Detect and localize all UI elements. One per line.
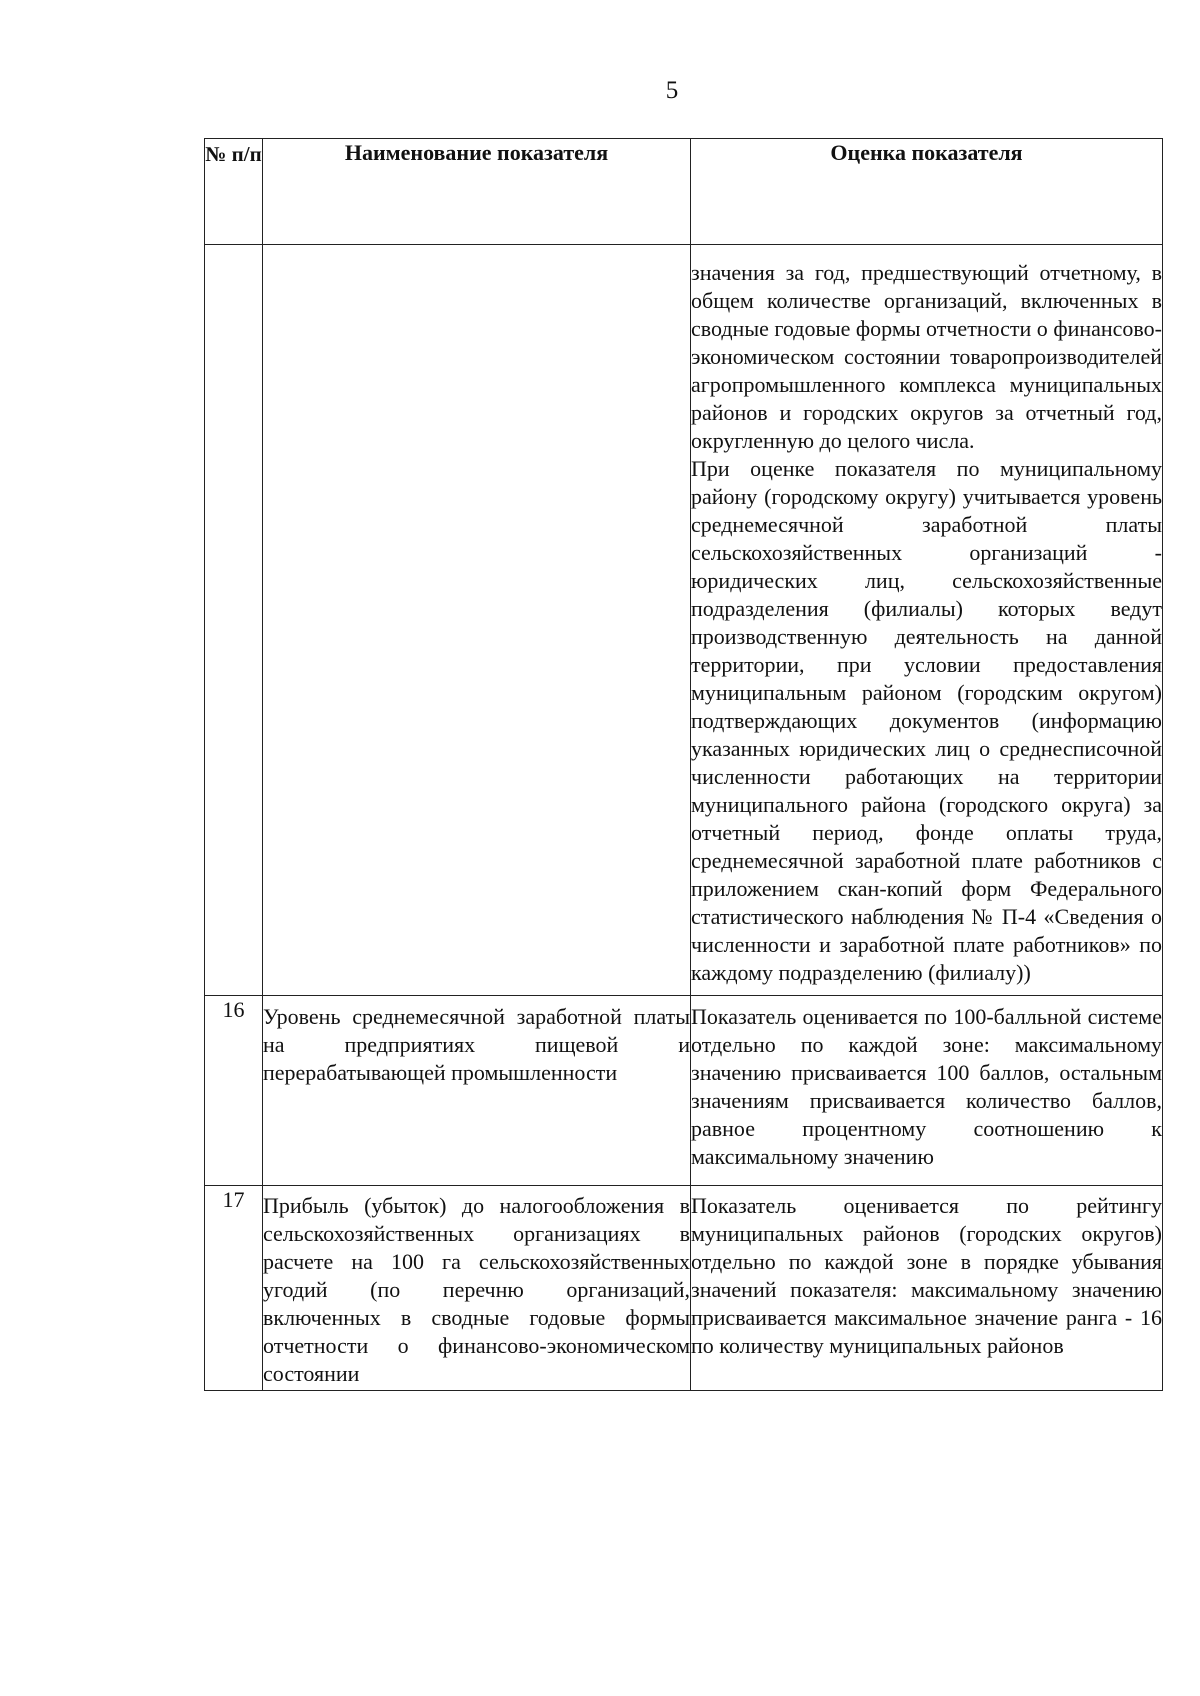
table-row <box>205 996 1163 1186</box>
header-number: № п/п <box>205 139 263 245</box>
page-number: 5 <box>665 77 679 104</box>
evaluation-paragraph: Показатель оценивается по рейтингу муниципальных районов (городских округов) отдельно по каждой зоне в порядке убывания значений показателя: максимальному значению присваивается максимальное значение ранга - 16 по количеству муниципальных районов <box>691 1193 1162 1358</box>
table-row <box>205 1186 1163 1391</box>
row-number: 17 <box>205 1186 263 1391</box>
evaluation-paragraph: Показатель оценивается по 100-балльной системе отдельно по каждой зоне: максимальному значению присваивается 100 баллов, остальным значениям присваивается количество баллов, равное процентному соотношению к максимальному значению <box>691 1004 1162 1169</box>
row-number <box>205 245 263 996</box>
indicator-name <box>263 245 691 996</box>
header-indicator-name: Наименование показателя <box>263 139 691 245</box>
row-number: 16 <box>205 996 263 1186</box>
indicator-name: Уровень среднемесячной заработной платы на предприятиях пищевой и перерабатывающей промышленности <box>263 996 691 1186</box>
evaluation-paragraph: При оценке показателя по муниципальному району (городскому округу) учитывается уровень среднемесячной заработной платы сельскохозяйственных организаций - юридических лиц, сельскохозяйственные подразделения (филиалы) которых ведут производственную деятельность на данной территории, при условии предоставления муниципальным районом (городским округом) подтверждающих документов (информацию указанных юридических лиц о среднесписочной численности работающих на территории муниципального района (городского округа) за отчетный период, фонде оплаты труда, среднемесячной заработной плате работников с приложением скан-копий форм Федерального статистического наблюдения № П-4 «Сведения о численности и заработной плате работников» по каждому подразделению (филиалу)) <box>691 456 1162 985</box>
indicators-table <box>204 138 1163 1391</box>
indicator-evaluation <box>691 996 1163 1186</box>
indicator-evaluation <box>691 245 1163 996</box>
table-header-row <box>205 139 1163 245</box>
indicator-evaluation <box>691 1186 1163 1391</box>
header-indicator-evaluation: Оценка показателя <box>691 139 1163 245</box>
evaluation-paragraph: значения за год, предшествующий отчетному, в общем количестве организаций, включенных в сводные годовые формы отчетности о финансово-экономическом состоянии товаропроизводителей агропромышленного комплекса муниципальных районов и городских округов за отчетный год, округленную до целого числа. <box>691 260 1162 453</box>
indicator-name: Прибыль (убыток) до налогообложения в сельскохозяйственных организациях в расчете на 100 га сельскохозяйственных угодий (по перечню организаций, включенных в сводные годовые формы отчетности о финансово-экономическом состоянии <box>263 1186 691 1391</box>
table-row <box>205 245 1163 996</box>
